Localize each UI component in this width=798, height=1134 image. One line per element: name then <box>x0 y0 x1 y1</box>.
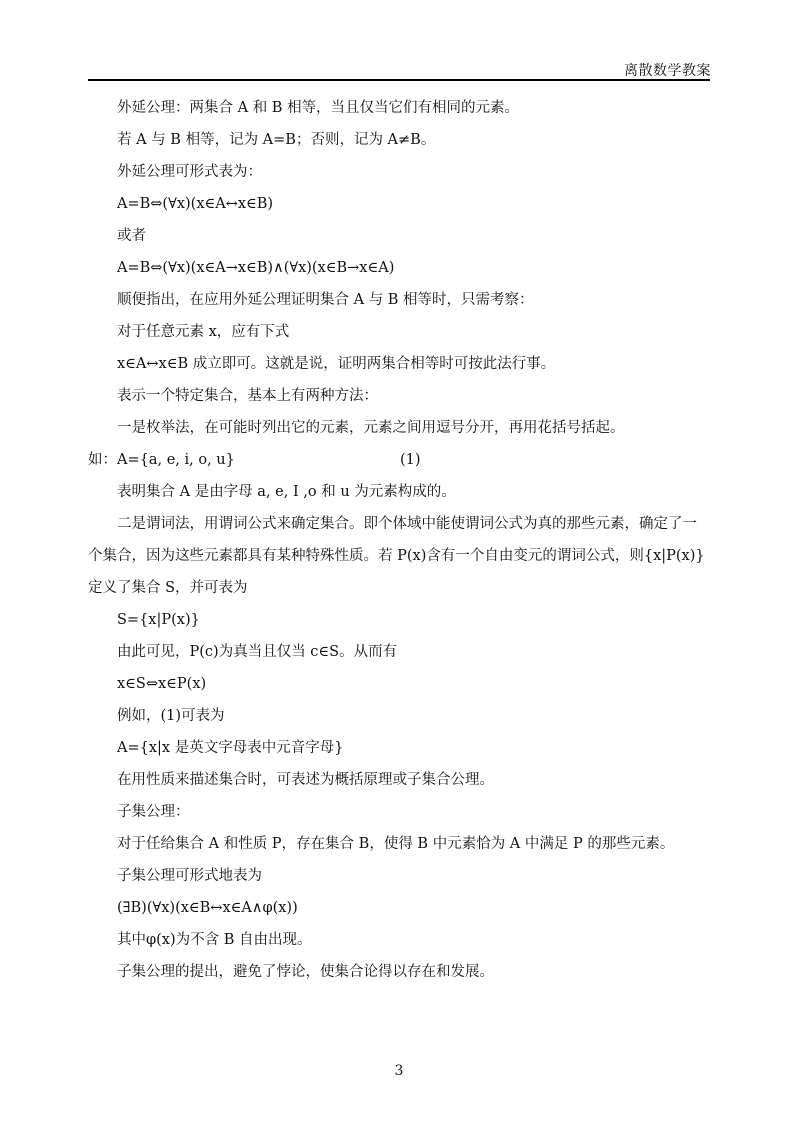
paragraph-note: 顺便指出，在应用外延公理证明集合 A 与 B 相等时，只需考察： <box>117 292 534 308</box>
header-divider <box>88 79 710 81</box>
formula-extension-2: A=B⇔(∀x)(x∈A→x∈B)∧(∀x)(x∈B→x∈A) <box>117 260 395 276</box>
paragraph-extension-axiom: 外延公理：两集合 A 和 B 相等，当且仅当它们有相同的元素。 <box>117 100 520 116</box>
formula-subset-axiom: (∃B)(∀x)(x∈B↔x∈A∧φ(x)) <box>117 900 298 916</box>
page-number: 3 <box>394 1063 404 1079</box>
formula-extension-1: A=B⇔(∀x)(x∈A↔x∈B) <box>117 196 274 212</box>
paragraph-predicate-method: 二是谓词法，用谓词公式来确定集合。即个体域中能使谓词公式为真的那些元素，确定了一个集合，因为这些元素都具有某种特殊性质。若 P(x)含有一个自由变元的谓词公式，则{x|P(x)}定义了集合 S，并可表为 <box>88 516 705 596</box>
formula-membership: x∈S⇔x∈P(x) <box>117 676 207 692</box>
paragraph-condition: x∈A↔x∈B 成立即可。这就是说，证明两集合相等时可按此法行事。 <box>117 356 556 372</box>
paragraph-enumeration: 一是枚举法，在可能时列出它的元素，元素之间用逗号分开，再用花括号括起。 <box>117 420 625 436</box>
formula-vowels: A={x|x 是英文字母表中元音字母} <box>117 740 344 756</box>
paragraph-phi-note: 其中φ(x)为不含 B 自由出现。 <box>117 932 312 948</box>
paragraph-or: 或者 <box>117 228 146 244</box>
paragraph-property-description: 在用性质来描述集合时，可表述为概括原理或子集合公理。 <box>117 772 494 788</box>
paragraph-enumeration-meaning: 表明集合 A 是由字母 a, e, Ⅰ ,o 和 u 为元素构成的。 <box>117 484 456 500</box>
paragraph-subset-axiom-title: 子集公理： <box>117 804 190 820</box>
example-enumeration: 如：A={a, e, i, o, u} <box>88 452 235 468</box>
formula-set-s: S={x|P(x)} <box>117 612 200 628</box>
paragraph-subset-formal-intro: 子集公理可形式地表为 <box>117 868 262 884</box>
equation-number: (1) <box>400 452 421 468</box>
paragraph-equality-notation: 若 A 与 B 相等，记为 A=B；否则，记为 A≠B。 <box>117 132 436 148</box>
document-body <box>88 92 710 988</box>
paragraph-formal-intro: 外延公理可形式表为： <box>117 164 262 180</box>
paragraph-subset-axiom: 对于任给集合 A 和性质 P，存在集合 B，使得 B 中元素恰为 A 中满足 P 的那些元素。 <box>117 836 675 852</box>
paragraph-any-element: 对于任意元素 x，应有下式 <box>117 324 290 340</box>
example-enumeration-row <box>88 444 710 476</box>
paragraph-example: 例如，(1)可表为 <box>117 708 225 724</box>
paragraph-consequence: 由此可见，P(c)为真当且仅当 c∈S。从而有 <box>117 644 398 660</box>
paragraph-two-methods: 表示一个特定集合，基本上有两种方法： <box>117 388 378 404</box>
header-title: 离散数学教案 <box>624 63 711 79</box>
paragraph-subset-conclusion: 子集公理的提出，避免了悖论，使集合论得以存在和发展。 <box>117 964 494 980</box>
